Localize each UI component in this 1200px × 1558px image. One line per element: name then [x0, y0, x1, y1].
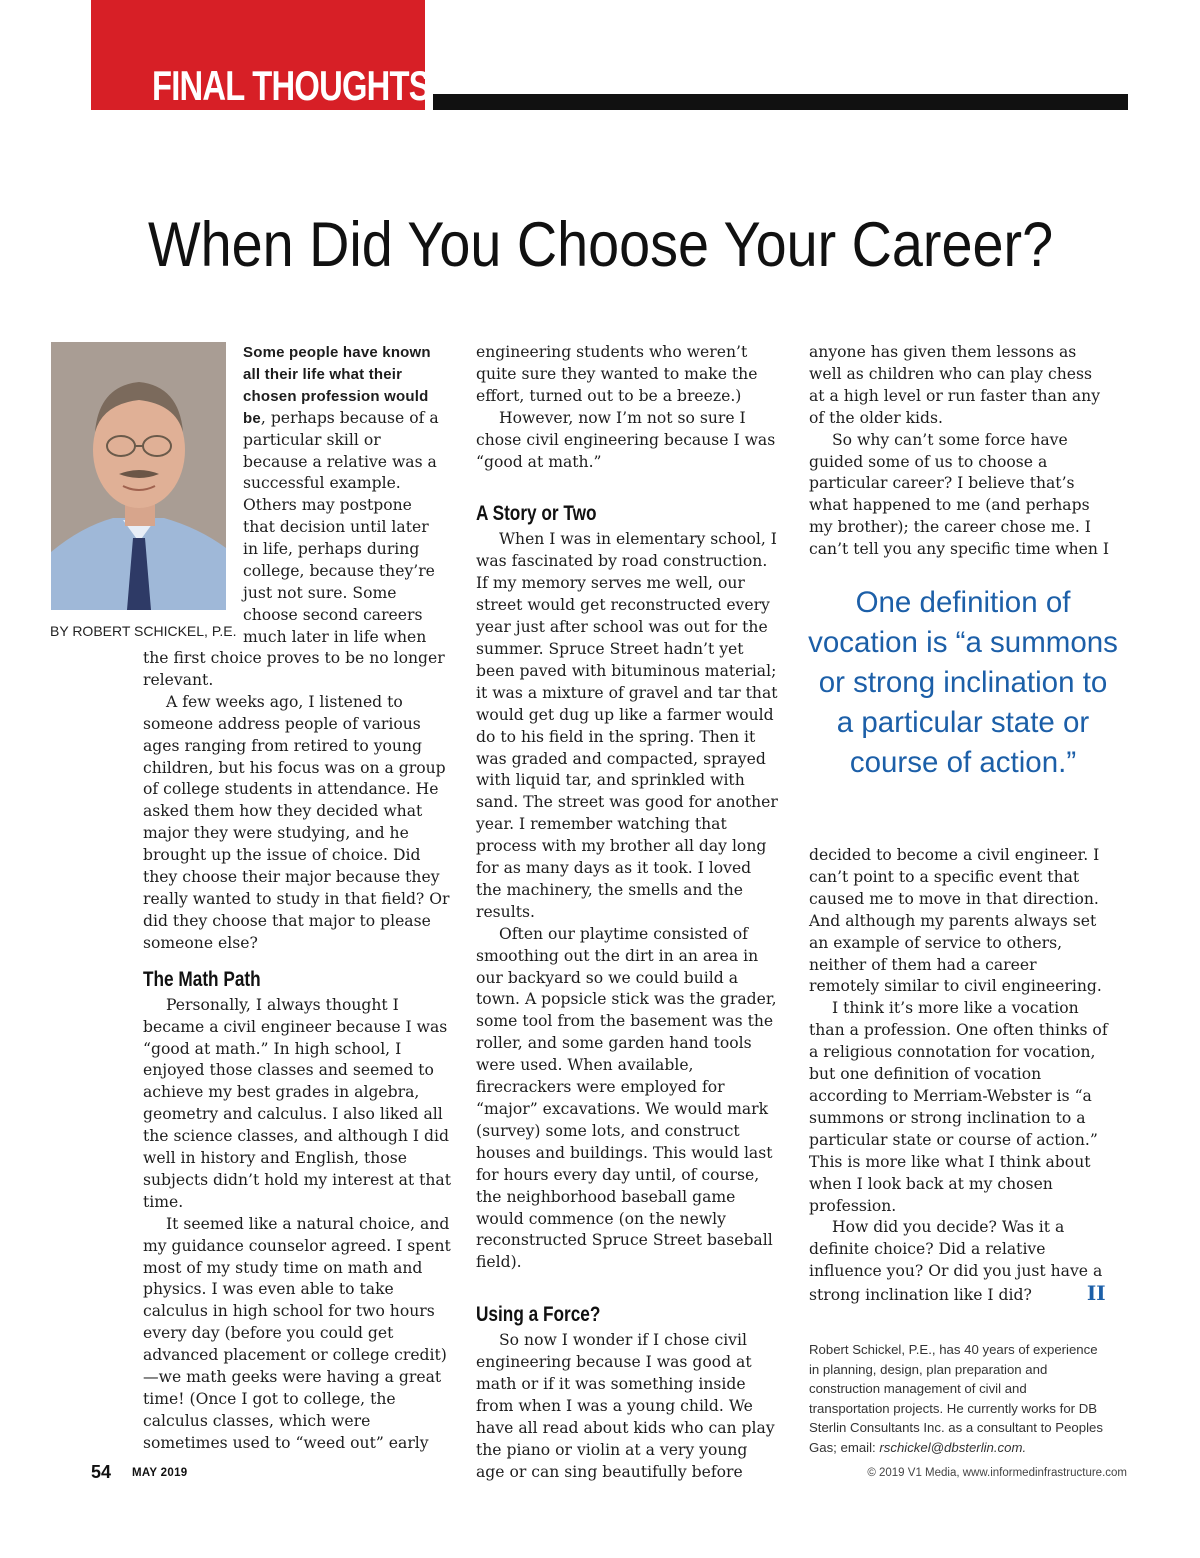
author-portrait-image [51, 342, 226, 610]
author-photo [51, 342, 226, 610]
paragraph: Personally, I always thought I became a civil engineer because I was “good at math.” In high school, I enjoyed those classes and seemed to achieve my best grades in algebra, geometry and calculus. I also liked all the science classes, and although I did well in history and English, those subjects didn’t hold my interest at that time. [143, 995, 451, 1211]
issue-date: MAY 2019 [132, 1467, 188, 1479]
bio-text: Robert Schickel, P.E., has 40 years of experience in planning, design, plan preparation and construction management of civil and transportation projects. He currently works for DB Sterlin Consultants Inc. as a consultant to Peoples Gas; email: [809, 1342, 1103, 1455]
paragraph: A few weeks ago, I listened to someone address people of various ages ranging from retired to young children, but his focus was on a group of college students in attendance. He asked them how they decided what major they were studying, and he brought up the issue of choice. Did they choose their major because they really wanted to study in that field? Or did they choose that major to please someone else? [143, 692, 450, 952]
paragraph: So why can’t some force have guided some of us to choose a particular career? I believe that’s what happened to me (and perhaps my brother); the career chose me. I can’t tell you any specific time when I [809, 430, 1110, 559]
paragraph: the first choice proves to be no longer relevant. [143, 649, 445, 689]
article-column-3-top [809, 342, 1109, 561]
paragraph: anyone has given them lessons as well as children who can play chess at a high level or run faster than any of the older kids. [809, 343, 1101, 427]
end-mark-icon: II [1086, 1281, 1106, 1306]
paragraph: I think it’s more like a vocation than a profession. One often thinks of a religious connotation for vocation, but one definition of vocation according to Merriam-Webster is “a summons or strong inclination to a particular state or course of action.” This is more like what I think about when I look back at my chosen profession. [809, 999, 1108, 1215]
byline: BY ROBERT SCHICKEL, P.E. [50, 623, 237, 639]
author-bio [809, 1340, 1109, 1458]
pull-quote: One definition of vocation is “a summons or strong inclination to a particular state or course of action.” [808, 586, 1118, 779]
bio-email-link[interactable]: rschickel@dbsterlin.com. [879, 1439, 1027, 1455]
subhead-story: A Story or Two [476, 502, 597, 526]
header-rule [433, 94, 1128, 110]
lead-in: Some people have known all their life what their chosen profession would be [243, 344, 431, 427]
copyright-notice: © 2019 V1 Media, www.informedinfrastructure.com [867, 1467, 1127, 1479]
article-column-3 [809, 845, 1109, 1307]
paragraph: However, now I’m not so sure I chose civil engineering because I was “good at math.” [476, 408, 776, 471]
paragraph: Often our playtime consisted of smoothing out the dirt in an area in our backyard so we could build a town. A popsicle stick was the grader, some tool from the basement was the roller, and some garden hand tools were used. When available, firecrackers were employed for “major” excavations. We would mark (survey) some lots, and construct houses and buildings. This would last for hours every day until, of course, the neighborhood baseball game would commence (on the newly reconstructed Spruce Street baseball field). [476, 924, 777, 1272]
paragraph: It seemed like a natural choice, and my guidance counselor agreed. I spent most of my study time on math and physics. I was even able to take calculus in high school for two hours every day (before you could get advanced placement or college credit)—we math geeks were having a great time! (Once I got to college, the calculus classes, which were sometimes used to “weed out” early [143, 1214, 451, 1452]
headline: When Did You Choose Your Career? [148, 210, 1054, 280]
paragraph: How did you decide? Was it a definite choice? Did a relative influence you? Or did you just have a strong inclination like I did? [809, 1218, 1103, 1305]
paragraph: When I was in elementary school, I was fascinated by road construction. If my memory serves me well, our street would get reconstructed every year just after school was out for the summer. Spruce Street hadn’t yet been paved with bituminous material; it was a mixture of gravel and tar that would get dug up like a farmer would do to his field in the spring. Then it was graded and compacted, sprayed with liquid tar, and sprinkled with sand. The street was good for another year. I remember watching that process with my brother all day long for as many days as it took. I loved the machinery, the smells and the results. [476, 530, 778, 921]
article-column-2 [476, 342, 780, 1484]
article-column-1-top [243, 342, 448, 649]
subhead-math-path: The Math Path [143, 967, 261, 991]
section-label: FINAL THOUGHTS [152, 62, 430, 109]
paragraph: decided to become a civil engineer. I can’t point to a specific event that caused me to move in that direction. And although my parents always set an example of service to others, neither of them had a career remotely similar to civil engineering. [809, 846, 1102, 996]
article-column-1 [143, 648, 453, 1455]
paragraph: So now I wonder if I chose civil engineering because I was good at math or if it was something inside from when I was a young child. We have all read about kids who can play the piano or violin at a very young age or can sing beautifully before [476, 1331, 775, 1481]
page-number: 54 [91, 1462, 112, 1482]
subhead-force: Using a Force? [476, 1303, 601, 1327]
paragraph: engineering students who weren’t quite sure they wanted to make the effort, turned out to be a breeze.) [476, 343, 758, 405]
paragraph: , perhaps because of a particular skill or because a relative was a successful example. Others may postpone that decision until later in life, perhaps during college, because they’re just not sure. Some choose second careers much later in life when [243, 408, 439, 646]
